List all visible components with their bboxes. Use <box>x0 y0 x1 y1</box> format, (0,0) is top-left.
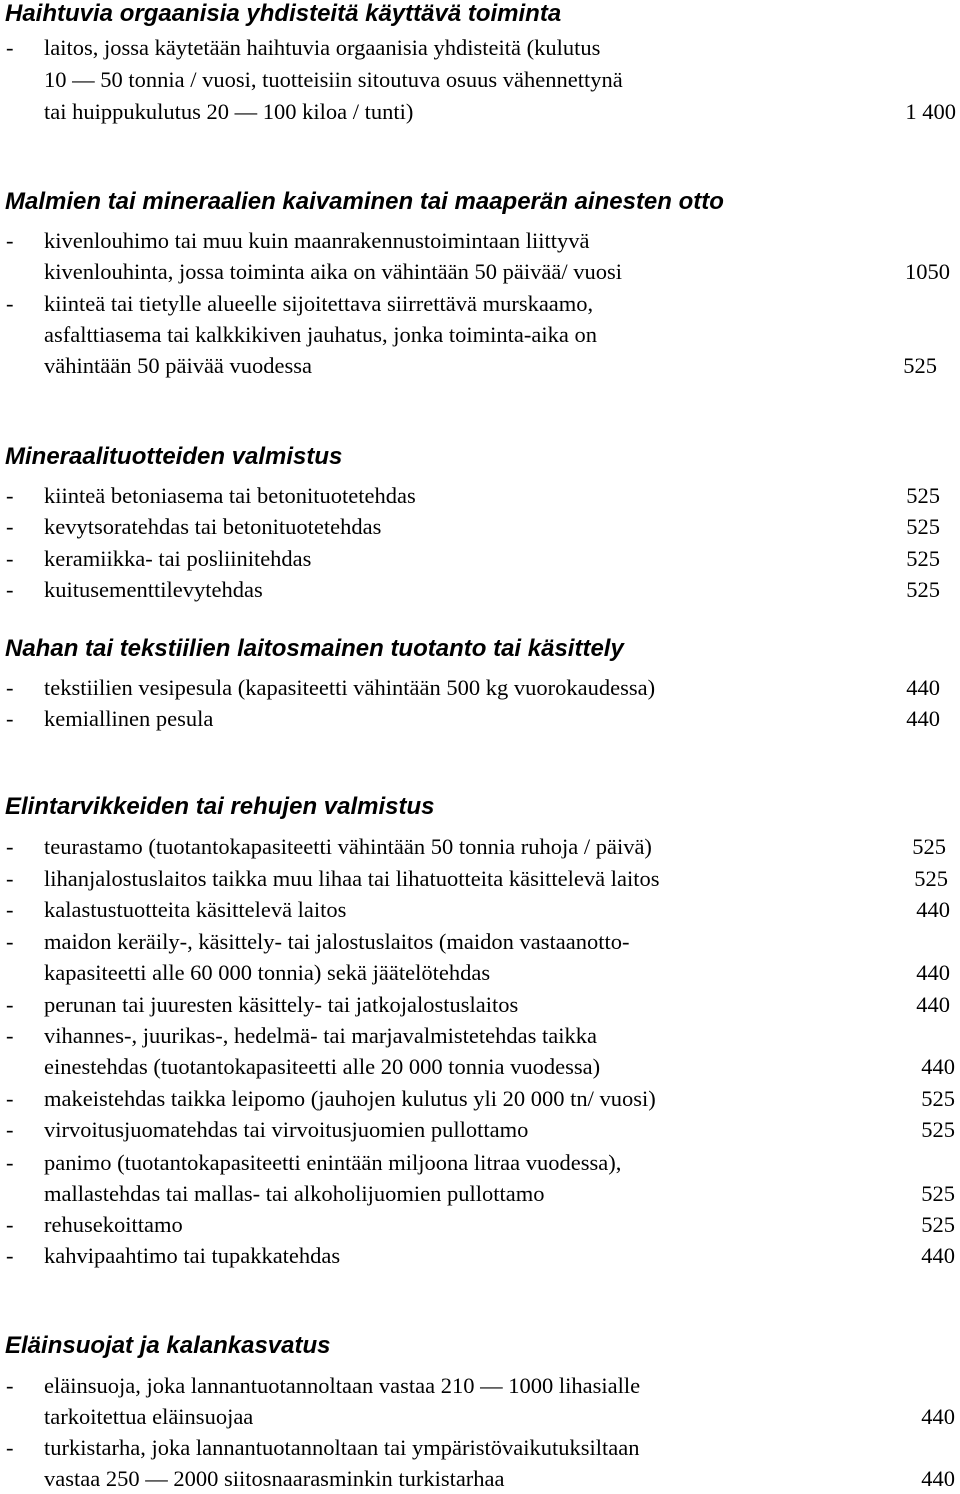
list-item-line <box>0 1084 960 1114</box>
bullet-dash: - <box>6 291 14 316</box>
item-text: rehusekoittamo <box>44 1212 183 1237</box>
list-item-line <box>0 1210 960 1240</box>
item-text: makeistehdas taikka leipomo (jauhojen kulutus yli 20 000 tn/ vuosi) <box>44 1086 656 1111</box>
item-text: laitos, jossa käytetään haihtuvia orgaanisia yhdisteitä (kulutus <box>44 35 601 60</box>
list-item-line <box>0 958 960 988</box>
list-item-line <box>0 1021 960 1051</box>
item-value: 525 <box>906 514 940 539</box>
bullet-dash: - <box>6 1435 14 1460</box>
item-text: teurastamo (tuotantokapasiteetti vähintään 50 tonnia ruhoja / päivä) <box>44 834 652 859</box>
item-text: vastaa 250 — 2000 siitosnaarasminkin turkistarhaa <box>44 1466 505 1491</box>
list-item-line <box>0 320 960 350</box>
item-value: 525 <box>906 577 940 602</box>
item-value: 440 <box>921 1054 955 1079</box>
item-text: tarkoitettua eläinsuojaa <box>44 1404 254 1429</box>
bullet-dash: - <box>6 483 14 508</box>
list-item-line <box>0 289 960 319</box>
section-heading: Mineraalituotteiden valmistus <box>5 443 343 470</box>
list-item-line <box>0 33 960 63</box>
item-text: tai huippukulutus 20 — 100 kiloa / tunti) <box>44 99 414 124</box>
list-item-line <box>0 65 960 95</box>
item-value: 525 <box>903 353 937 378</box>
item-text: panimo (tuotantokapasiteetti enintään miljoona litraa vuodessa), <box>44 1150 622 1175</box>
item-text: kiinteä betoniasema tai betonituotetehdas <box>44 483 416 508</box>
bullet-dash: - <box>6 577 14 602</box>
list-item-line <box>0 351 960 381</box>
bullet-dash: - <box>6 1023 14 1048</box>
item-text: virvoitusjuomatehdas tai virvoitusjuomien pullottamo <box>44 1117 529 1142</box>
item-value: 440 <box>916 960 950 985</box>
item-text: maidon keräily-, käsittely- tai jalostuslaitos (maidon vastaanotto- <box>44 929 630 954</box>
item-text: kalastustuotteita käsittelevä laitos <box>44 897 347 922</box>
item-value: 525 <box>912 834 946 859</box>
item-text: vihannes-, juurikas-, hedelmä- tai marjavalmistetehdas taikka <box>44 1023 597 1048</box>
bullet-dash: - <box>6 1117 14 1142</box>
item-text: eläinsuoja, joka lannantuotannoltaan vastaa 210 — 1000 lihasialle <box>44 1373 641 1398</box>
item-text: keramiikka- tai posliinitehdas <box>44 546 312 571</box>
list-item-line <box>0 1433 960 1463</box>
item-value: 440 <box>921 1243 955 1268</box>
item-value: 440 <box>906 706 940 731</box>
item-value: 525 <box>906 546 940 571</box>
bullet-dash: - <box>6 1086 14 1111</box>
bullet-dash: - <box>6 1243 14 1268</box>
item-text: kapasiteetti alle 60 000 tonnia) sekä jäätelötehdas <box>44 960 491 985</box>
bullet-dash: - <box>6 1373 14 1398</box>
item-text: perunan tai juuresten käsittely- tai jatkojalostuslaitos <box>44 992 519 1017</box>
list-item-line <box>0 575 960 605</box>
bullet-dash: - <box>6 992 14 1017</box>
bullet-dash: - <box>6 228 14 253</box>
item-value: 440 <box>921 1404 955 1429</box>
bullet-dash: - <box>6 675 14 700</box>
list-item-line <box>0 481 960 511</box>
item-value: 1050 <box>905 259 950 284</box>
list-item-line <box>0 1148 960 1178</box>
section-heading: Haihtuvia orgaanisia yhdisteitä käyttävä toiminta <box>5 0 562 27</box>
bullet-dash: - <box>6 514 14 539</box>
item-value: 440 <box>921 1466 955 1491</box>
list-item-line <box>0 1115 960 1145</box>
item-text: kemiallinen pesula <box>44 706 214 731</box>
bullet-dash: - <box>6 929 14 954</box>
list-item-line <box>0 1402 960 1432</box>
list-item-line <box>0 927 960 957</box>
list-item-line <box>0 704 960 734</box>
item-value: 440 <box>916 992 950 1017</box>
list-item-line <box>0 1179 960 1209</box>
item-value: 525 <box>914 866 948 891</box>
bullet-dash: - <box>6 706 14 731</box>
section-heading: Elintarvikkeiden tai rehujen valmistus <box>5 793 435 820</box>
list-item-line <box>0 864 960 894</box>
bullet-dash: - <box>6 834 14 859</box>
list-item-line <box>0 1052 960 1082</box>
item-text: asfalttiasema tai kalkkikiven jauhatus, jonka toiminta-aika on <box>44 322 597 347</box>
list-item-line <box>0 1371 960 1401</box>
item-value: 525 <box>921 1181 955 1206</box>
item-text: vähintään 50 päivää vuodessa <box>44 353 313 378</box>
list-item-line <box>0 895 960 925</box>
list-item-line <box>0 257 960 287</box>
list-item-line <box>0 832 960 862</box>
item-value: 525 <box>906 483 940 508</box>
section-heading: Nahan tai tekstiilien laitosmainen tuotanto tai käsittely <box>5 635 624 662</box>
item-text: kahvipaahtimo tai tupakkatehdas <box>44 1243 341 1268</box>
list-item-line <box>0 990 960 1020</box>
item-text: kuitusementtilevytehdas <box>44 577 263 602</box>
section-heading: Eläinsuojat ja kalankasvatus <box>5 1332 331 1359</box>
item-value: 1 400 <box>905 99 956 124</box>
item-text: kiinteä tai tietylle alueelle sijoitettava siirrettävä murskaamo, <box>44 291 594 316</box>
list-item-line <box>0 673 960 703</box>
item-text: turkistarha, joka lannantuotannoltaan tai ympäristövaikutuksiltaan <box>44 1435 640 1460</box>
list-item-line <box>0 1241 960 1271</box>
bullet-dash: - <box>6 546 14 571</box>
item-text: kevytsoratehdas tai betonituotetehdas <box>44 514 382 539</box>
item-text: kivenlouhinta, jossa toiminta aika on vähintään 50 päivää/ vuosi <box>44 259 623 284</box>
list-item-line <box>0 544 960 574</box>
item-text: lihanjalostuslaitos taikka muu lihaa tai lihatuotteita käsittelevä laitos <box>44 866 660 891</box>
bullet-dash: - <box>6 35 14 60</box>
item-text: mallastehdas tai mallas- tai alkoholijuomien pullottamo <box>44 1181 545 1206</box>
item-text: kivenlouhimo tai muu kuin maanrakennustoimintaan liittyvä <box>44 228 590 253</box>
item-text: tekstiilien vesipesula (kapasiteetti vähintään 500 kg vuorokaudessa) <box>44 675 656 700</box>
list-item-line <box>0 512 960 542</box>
bullet-dash: - <box>6 1212 14 1237</box>
item-value: 440 <box>906 675 940 700</box>
item-text: einestehdas (tuotantokapasiteetti alle 20 000 tonnia vuodessa) <box>44 1054 601 1079</box>
list-item-line <box>0 226 960 256</box>
bullet-dash: - <box>6 1150 14 1175</box>
bullet-dash: - <box>6 897 14 922</box>
list-item-line <box>0 97 960 127</box>
item-value: 525 <box>921 1212 955 1237</box>
item-value: 525 <box>921 1117 955 1142</box>
section-heading: Malmien tai mineraalien kaivaminen tai maaperän ainesten otto <box>5 188 724 215</box>
item-text: 10 — 50 tonnia / vuosi, tuotteisiin sitoutuva osuus vähennettynä <box>44 67 623 92</box>
bullet-dash: - <box>6 866 14 891</box>
item-value: 440 <box>916 897 950 922</box>
item-value: 525 <box>921 1086 955 1111</box>
